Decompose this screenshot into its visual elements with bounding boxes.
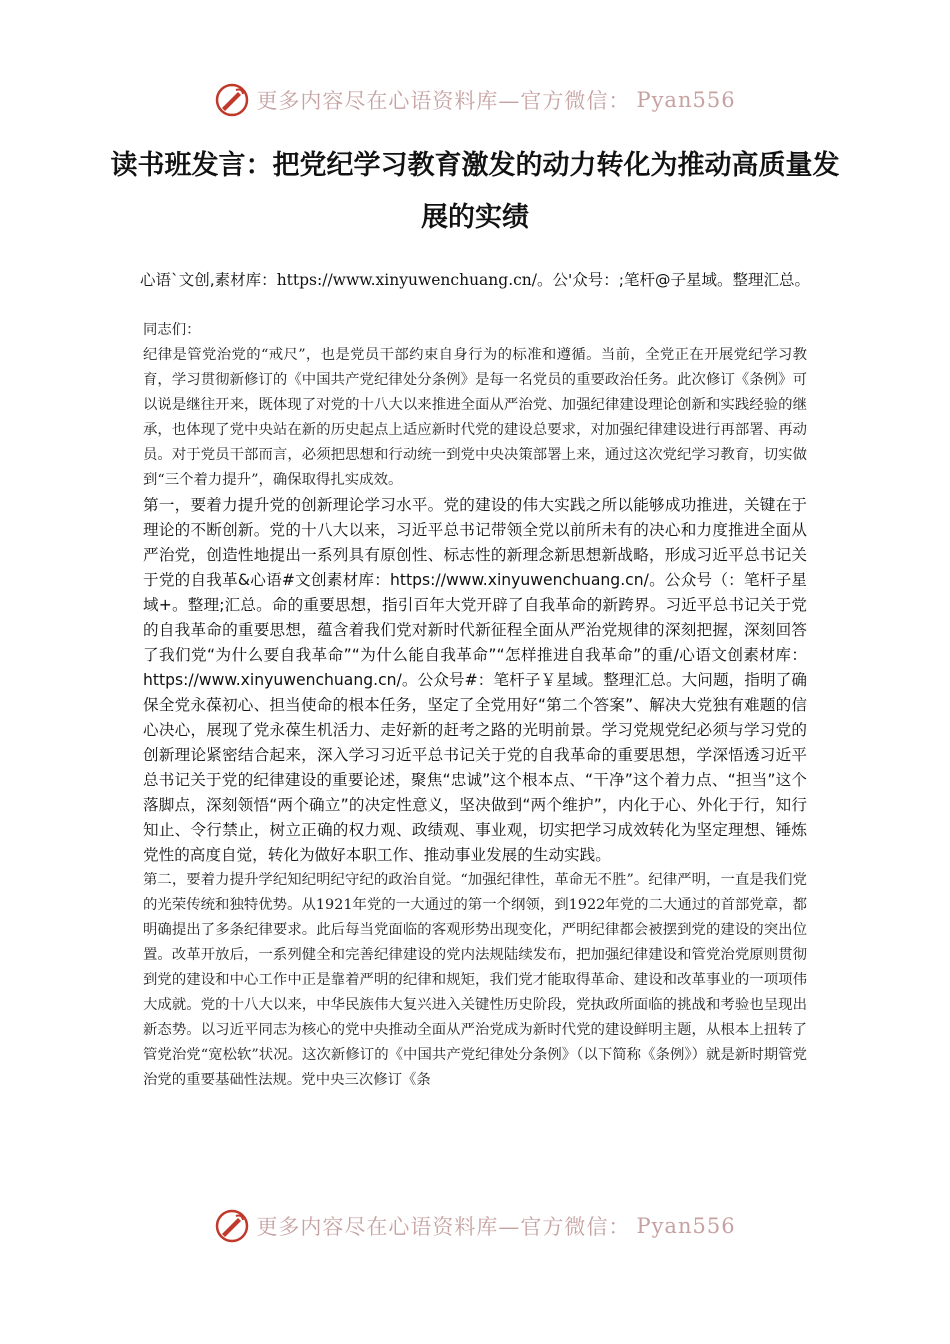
banner-text: 更多内容尽在心语资料库—官方微信：: [256, 1215, 631, 1239]
logo-icon: [214, 1208, 250, 1244]
paragraph-second-point: 第二，要着力提升学纪知纪明纪守纪的政治自觉。“加强纪律性，革命无不胜”。纪律严明，一直是我们党的光荣传统和独特优势。从1921年党的一大通过的第一个纲领，到1922年党的二大通过的首部党章，都明确提出了多条纪律要求。此后每当党面临的客观形势出现变化，严明纪律都会被摆到党的建设的突出位置。改革开放后，一系列健全和完善纪律建设的党内法规陆续发布，把加强纪律建设和管党治党原则贯彻到党的建设和中心工作中正是靠着严明的纪律和规矩，我们党才能取得革命、建设和改革事业的一项项伟大成就。党的十八大以来，中华民族伟大复兴进入关键性历史阶段，党执政所面临的挑战和考验也呈现出新态势。以习近平同志为核心的党中央推动全面从严治党成为新时代党的建设鲜明主题，从根本上扭转了管党治党“宽松软”状况。这次新修订的《中国共产党纪律处分条例》（以下简称《条例》）就是新时期管党治党的重要基础性法规。党中央三次修订《条: [143, 872, 807, 1088]
paragraph-intro: 纪律是管党治党的“戒尺”，也是党员干部约束自身行为的标准和遵循。当前，全党正在开展党纪学习教育，学习贯彻新修订的《中国共产党纪律处分条例》是每一名党员的重要政治任务。此次修订《条例》可以说是继往开来，既体现了对党的十八大以来推进全面从严治党、加强纪律建设理论创新和实践经验的继承，也体现了党中央站在新的历史起点上适应新时代党的建设总要求，对加强纪律建设进行再部署、再动员。对于党员干部而言，必须把思想和行动统一到党中央决策部署上来，通过这次党纪学习教育，切实做到“三个着力提升”，确保取得扎实成效。: [143, 347, 807, 488]
banner-text: 更多内容尽在心语资料库—官方微信：: [256, 89, 631, 113]
logo-icon: [214, 82, 250, 118]
document-body: [143, 318, 807, 1093]
subtitle-suffix: 。公'众号：;笔杆@子星域。整理汇总。: [537, 271, 810, 289]
banner-wechat-id: Pyan556: [636, 1214, 736, 1238]
header-banner: [0, 82, 950, 122]
paragraph-first-point: 第一，要着力提升党的创新理论学习水平。党的建设的伟大实践之所以能够成功推进，关键在于理论的不断创新。党的十八大以来，习近平总书记带领全党以前所未有的决心和力度推进全面从严治党，创造性地提出一系列具有原创性、标志性的新理念新思想新战略，形成习近平总书记关于党的自我革&心语#文创素材库：https://www.xinyuwenchuang.cn/。公众号（：笔杆子星域+。整理;汇总。命的重要思想，指引百年大党开辟了自我革命的新跨界。习近平总书记关于党的自我革命的重要思想，蕴含着我们党对新时代新征程全面从严治党规律的深刻把握，深刻回答了我们党“为什么要自我革命”“为什么能自我革命”“怎样推进自我革命”的重/心语文创素材库：https://www.xinyuwenchuang.cn/。公众号#：笔杆子￥星域。整理汇总。大问题，指明了确保全党永葆初心、担当使命的根本任务，坚定了全党用好“第二个答案”、解决大党独有难题的信心决心，展现了党永葆生机活力、走好新的赶考之路的光明前景。学习党规党纪必须与学习党的创新理论紧密结合起来，深入学习习近平总书记关于党的自我革命的重要思想，学深悟透习近平总书记关于党的纪律建设的重要论述，聚焦“忠诚”这个根本点、“干净”这个着力点、“担当”这个落脚点，深刻领悟“两个确立”的决定性意义，坚决做到“两个维护”，内化于心、外化于行，知行知止、令行禁止，树立正确的权力观、政绩观、事业观，切实把学习成效转化为坚定理想、锤炼党性的高度自觉，转化为做好本职工作、推动事业发展的生动实践。: [143, 496, 807, 864]
greeting: 同志们：: [143, 322, 201, 338]
subtitle-url: https://www.xinyuwenchuang.cn/: [276, 271, 538, 289]
banner-wechat-id: Pyan556: [636, 88, 736, 112]
document-subtitle: [140, 268, 810, 292]
footer-banner: [0, 1208, 950, 1248]
document-title: 读书班发言：把党纪学习教育激发的动力转化为推动高质量发展的实绩: [110, 150, 840, 233]
subtitle-prefix: 心语`文创,素材库：: [140, 271, 277, 289]
